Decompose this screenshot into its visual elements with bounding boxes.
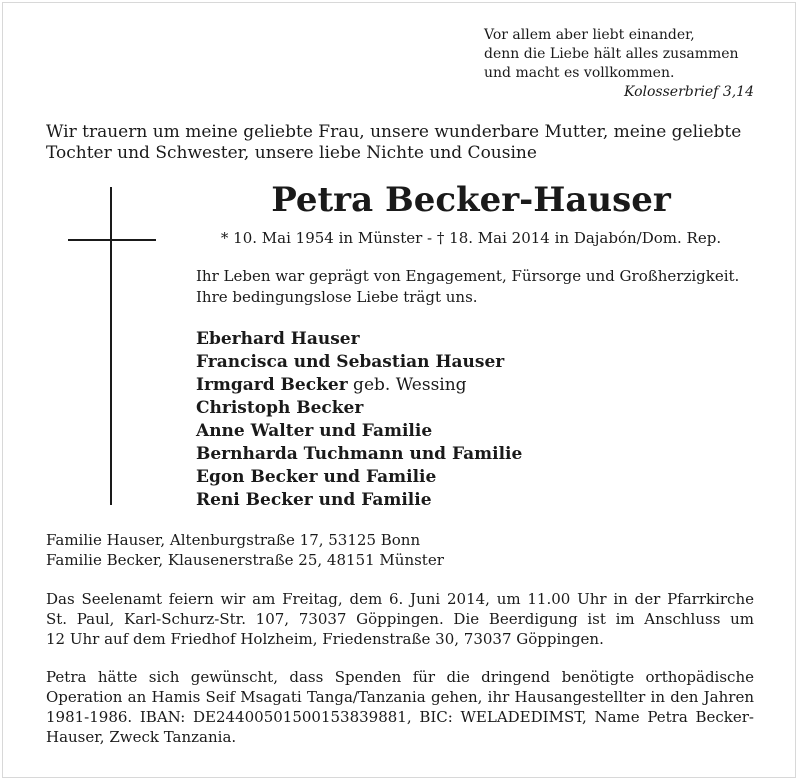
donation-info xyxy=(46,667,754,747)
address-line: Familie Becker, Klausenerstraße 25, 48151 Münster xyxy=(46,551,444,569)
donation-line: Petra hätte sich gewünscht, dass Spenden für die dringend benötigte orthopädische xyxy=(46,668,754,686)
cross-icon-bar xyxy=(68,239,156,241)
mourner-name: Eberhard Hauser xyxy=(196,329,360,349)
mourner-name: Anne Walter und Familie xyxy=(196,421,433,441)
tribute-text xyxy=(196,266,766,308)
cross-icon xyxy=(110,187,112,505)
donation-line: Hauser, Zweck Tanzania. xyxy=(46,728,237,746)
service-line: St. Paul, Karl-Schurz-Str. 107, 73037 Göppingen. Die Beerdigung ist im Anschluss um xyxy=(46,610,754,628)
mourner-note: geb. Wessing xyxy=(347,375,467,395)
service-line: 12 Uhr auf dem Friedhof Holzheim, Friedenstraße 30, 73037 Göppingen. xyxy=(46,630,604,648)
mourner xyxy=(196,397,766,420)
verse-line: und macht es vollkommen. xyxy=(484,65,675,81)
service-line: Das Seelenamt feiern wir am Freitag, dem 6. Juni 2014, um 11.00 Uhr in der Pfarrkirche xyxy=(46,590,754,608)
mourner xyxy=(196,328,766,351)
donation-line: 1981-1986. IBAN: DE24400501500153839881, BIC: WELADEDIMST, Name Petra Becker- xyxy=(46,708,754,726)
family-addresses xyxy=(46,530,756,570)
intro-line: Wir trauern um meine geliebte Frau, unsere wunderbare Mutter, meine geliebte xyxy=(46,122,742,142)
mourner xyxy=(196,351,766,374)
mourner xyxy=(196,489,766,512)
mourner-name: Irmgard Becker xyxy=(196,375,348,395)
mourner xyxy=(196,374,766,397)
mourner xyxy=(196,420,766,443)
intro-text xyxy=(46,122,766,164)
mourner-name: Francisca und Sebastian Hauser xyxy=(196,352,505,372)
verse-line: denn die Liebe hält alles zusammen xyxy=(484,46,739,62)
mourner-name: Christoph Becker xyxy=(196,398,364,418)
mourner-name: Reni Becker und Familie xyxy=(196,490,432,510)
mourners-list xyxy=(196,328,766,512)
mourner-name: Egon Becker und Familie xyxy=(196,467,437,487)
tribute-line: Ihr Leben war geprägt von Engagement, Fürsorge und Großherzigkeit. xyxy=(196,267,740,285)
address-line: Familie Hauser, Altenburgstraße 17, 53125 Bonn xyxy=(46,531,421,549)
bible-verse xyxy=(484,26,754,102)
verse-source: Kolosserbrief 3,14 xyxy=(624,84,754,100)
verse-line: Vor allem aber liebt einander, xyxy=(484,27,695,43)
mourner xyxy=(196,466,766,489)
mourner xyxy=(196,443,766,466)
tribute-line: Ihre bedingungslose Liebe trägt uns. xyxy=(196,288,478,306)
donation-line: Operation an Hamis Seif Msagati Tanga/Tanzania gehen, ihr Hausangestellter in den Jahren xyxy=(46,688,754,706)
mourner-name: Bernharda Tuchmann und Familie xyxy=(196,444,523,464)
deceased-name: Petra Becker-Hauser xyxy=(271,180,671,220)
intro-line: Tochter und Schwester, unsere liebe Nichte und Cousine xyxy=(46,143,537,163)
life-dates: * 10. Mai 1954 in Münster - † 18. Mai 2014 in Dajabón/Dom. Rep. xyxy=(220,229,722,247)
service-info xyxy=(46,589,754,649)
